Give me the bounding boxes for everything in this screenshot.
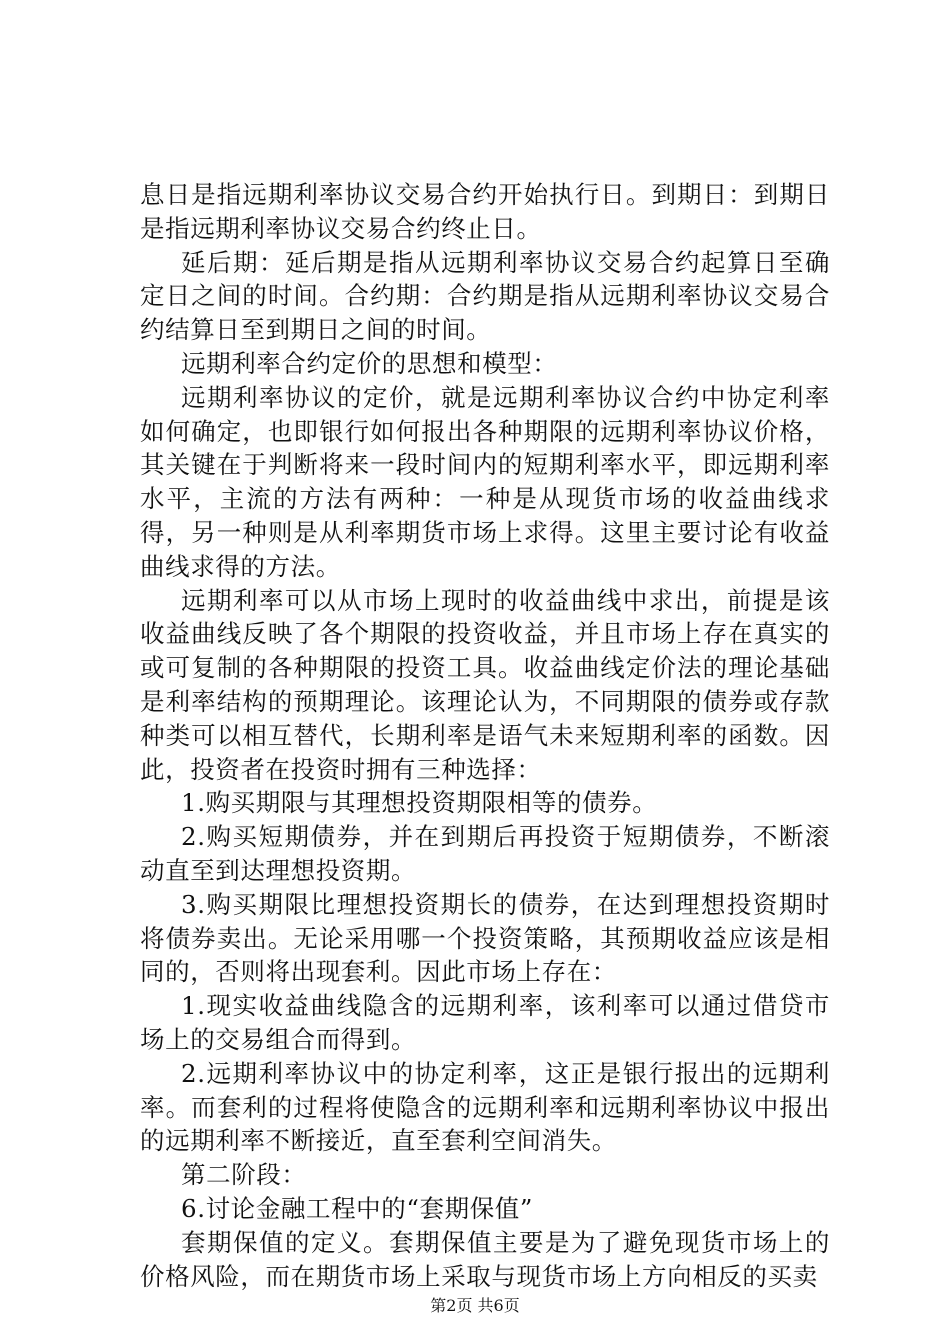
paragraph-10: 2.远期利率协议中的协定利率，这正是银行报出的远期利率。而套利的过程将使隐含的远期利率和远期利率协议中报出的远期利率不断接近，直至套利空间消失。 — [140, 1058, 830, 1156]
paragraph-7: 2.购买短期债券，并在到期后再投资于短期债券，不断滚动直至到达理想投资期。 — [140, 822, 830, 885]
paragraph-11: 第二阶段： — [181, 1160, 307, 1190]
paragraph-5: 远期利率可以从市场上现时的收益曲线中求出，前提是该收益曲线反映了各个期限的投资收益，并且市场上存在真实的或可复制的各种期限的投资工具。收益曲线定价法的理论基础是利率结构的预期理论。该理论认为，不同期限的债券或存款种类可以相互替代，长期利率是语气未来短期利率的函数。因此，投资者在投资时拥有三种选择： — [140, 585, 830, 784]
paragraph-2: 延后期：延后期是指从远期利率协议交易合约起算日至确定日之间的时间。合约期：合约期是指从远期利率协议交易合约结算日至到期日之间的时间。 — [140, 247, 830, 345]
body-text — [140, 178, 830, 1293]
paragraph-3: 远期利率合约定价的思想和模型： — [181, 348, 558, 378]
paragraph-9: 1.现实收益曲线隐含的远期利率，该利率可以通过借贷市场上的交易组合而得到。 — [140, 991, 830, 1054]
paragraph-8: 3.购买期限比理想投资期长的债券，在达到理想投资期时将债券卖出。无论采用哪一个投资策略，其预期收益应该是相同的，否则将出现套利。因此市场上存在： — [140, 889, 830, 987]
page-footer: 第2页 共6页 — [430, 1296, 520, 1315]
paragraph-6: 1.购买期限与其理想投资期限相等的债券。 — [181, 788, 658, 818]
paragraph-13: 套期保值的定义。套期保值主要是为了避免现货市场上的价格风险，而在期货市场上采取与现货市场上方向相反的买卖 — [140, 1227, 830, 1291]
paragraph-4: 远期利率协议的定价，就是远期利率协议合约中协定利率如何确定，也即银行如何报出各种期限的远期利率协议价格，其关键在于判断将来一段时间内的短期利率水平，即远期利率水平，主流的方法有两种：一种是从现货市场的收益曲线求得，另一种则是从利率期货市场上求得。这里主要讨论有收益曲线求得的方法。 — [140, 382, 830, 581]
paragraph-12: 6.讨论金融工程中的“套期保值” — [181, 1193, 534, 1223]
paragraph-1: 息日是指远期利率协议交易合约开始执行日。到期日：到期日是指远期利率协议交易合约终止日。 — [140, 180, 830, 243]
